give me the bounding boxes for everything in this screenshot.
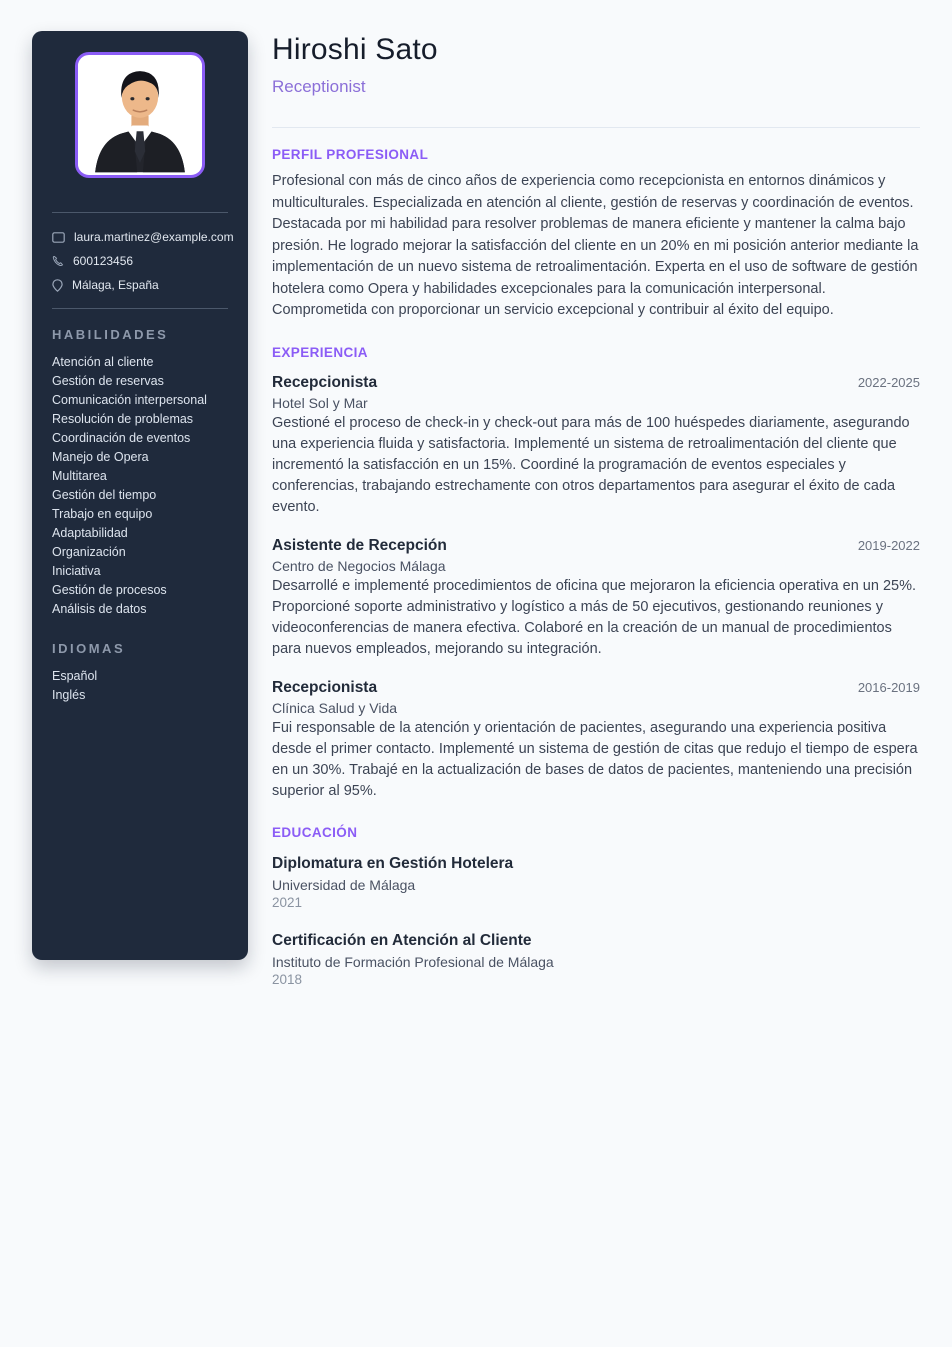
job-company: Clínica Salud y Vida <box>272 699 398 716</box>
profile-text: Profesional con más de cinco años de experiencia como recepcionista en entornos dinámicos y multiculturales. Especializada en atención al cliente, gestión de reservas y coordinación de eventos. Destacada por mi habilidad para resolver problemas de manera eficiente y mantener la calma bajo presión. He logrado mejorar la satisfacción del cliente en un 20% en mi posición anterior mediante la implementación de un nuevo sistema de retroalimentación. Experta en el uso de software de gestión hotelera como Opera y habilidades excepcionales para la comunicación interpersonal. Comprometida con proporcionar un servicio excepcional y contribuir al éxito del equipo. <box>272 173 919 318</box>
job-company: Hotel Sol y Mar <box>272 394 368 411</box>
skill-item: Coordinación de eventos <box>52 431 191 445</box>
skills-list <box>48 353 232 619</box>
profile-photo <box>75 52 205 178</box>
contact-phone: 600123456 <box>73 254 134 268</box>
skill-item: Organización <box>52 545 126 559</box>
job-role: Asistente de Recepción <box>272 536 447 554</box>
skill-item: Trabajo en equipo <box>52 507 153 521</box>
resume-main <box>272 31 920 987</box>
languages-list <box>48 667 232 705</box>
contact-location: Málaga, España <box>72 278 159 292</box>
contact-email: laura.martinez@example.com <box>74 230 234 244</box>
job-entry <box>272 679 920 802</box>
sidebar-divider <box>52 308 228 309</box>
job-head <box>272 679 920 697</box>
job-description: Desarrollé e implementé procedimientos de oficina que mejoraron la eficiencia operativa en un 25%. Proporcioné soporte administrativo y logístico a más de 50 ejecutivos, gestionando reuniones y videoconferencias de manera efectiva. Colaboré en la creación de un manual de procedimientos para nuevos empleados, mejorando su integración. <box>272 577 916 657</box>
skill-item: Gestión de procesos <box>52 583 167 597</box>
email-icon <box>52 232 65 243</box>
skill-item: Gestión de reservas <box>52 374 164 388</box>
section-title-education: EDUCACIÓN <box>272 824 358 840</box>
job-dates: 2019-2022 <box>857 537 920 553</box>
education-degree: Certificación en Atención al Cliente <box>272 931 532 949</box>
sidebar-divider <box>52 212 228 213</box>
education-school: Universidad de Málaga <box>272 876 416 893</box>
sidebar <box>32 31 248 960</box>
education-school: Instituto de Formación Profesional de Málaga <box>272 953 554 970</box>
skills-title: HABILIDADES <box>52 327 169 342</box>
languages-title: IDIOMAS <box>52 641 126 656</box>
phone-icon <box>52 255 64 267</box>
candidate-title: Receptionist <box>272 77 366 96</box>
skill-item: Atención al cliente <box>52 355 154 369</box>
education-year: 2021 <box>272 894 303 910</box>
job-dates: 2022-2025 <box>857 374 920 390</box>
education-entry <box>272 855 920 910</box>
job-role: Recepcionista <box>272 678 378 696</box>
contact-phone-row <box>52 254 228 268</box>
skill-item: Gestión del tiempo <box>52 488 157 502</box>
job-description: Gestioné el proceso de check-in y check-out para más de 100 huéspedes diariamente, asegurando una experiencia fluida y satisfactoria. Implementé un sistema de retroalimentación del cliente que incrementó la satisfacción en un 15%. Coordiné la programación de eventos especiales y conferencias, trabajando estrechamente con otros departamentos para asegurar el éxito de cada evento. <box>272 414 910 515</box>
education-year: 2018 <box>272 971 303 987</box>
contact-email-row <box>52 230 234 244</box>
section-title-profile: PERFIL PROFESIONAL <box>272 147 429 162</box>
job-description: Fui responsable de la atención y orientación de pacientes, asegurando una experiencia positiva desde el primer contacto. Implementé un sistema de gestión de citas que redujo el tiempo de espera en un 30%. Trabajé en la actualización de bases de datos de pacientes, manteniendo una precisión superior al 95%. <box>272 719 918 799</box>
candidate-name: Hiroshi Sato <box>272 33 438 66</box>
header-divider <box>272 127 920 128</box>
skill-item: Multitarea <box>52 469 107 483</box>
job-role: Recepcionista <box>272 373 378 391</box>
skill-item: Adaptabilidad <box>52 526 128 540</box>
skill-item: Análisis de datos <box>52 602 147 616</box>
skill-item: Comunicación interpersonal <box>52 393 207 407</box>
contact-location-row <box>52 278 228 292</box>
portrait-image <box>78 55 202 175</box>
skill-item: Resolución de problemas <box>52 412 194 426</box>
job-head <box>272 374 920 392</box>
education-degree: Diplomatura en Gestión Hotelera <box>272 854 514 872</box>
job-entry <box>272 374 920 518</box>
section-title-experience: EXPERIENCIA <box>272 344 368 360</box>
contact-block <box>48 230 232 292</box>
language-item: Español <box>52 669 98 683</box>
job-head <box>272 537 920 555</box>
skill-item: Iniciativa <box>52 564 101 578</box>
education-entry <box>272 932 920 987</box>
job-company: Centro de Negocios Málaga <box>272 557 446 574</box>
language-item: Inglés <box>52 688 86 702</box>
skill-item: Manejo de Opera <box>52 450 149 464</box>
location-pin-icon <box>52 279 63 292</box>
job-entry <box>272 537 920 660</box>
job-dates: 2016-2019 <box>857 679 920 695</box>
